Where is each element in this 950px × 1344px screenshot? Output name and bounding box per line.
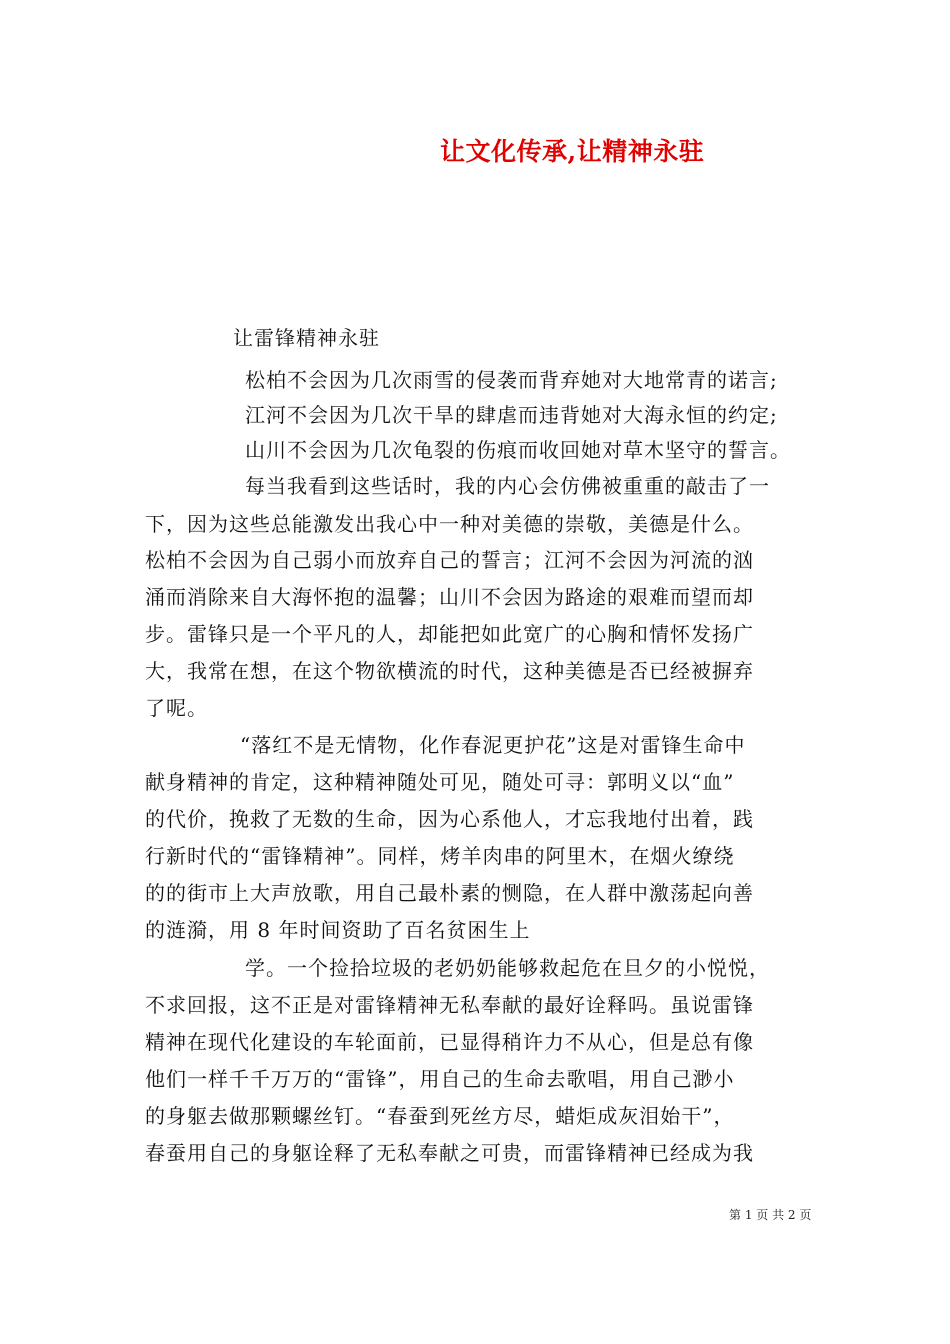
subtitle: 让雷锋精神永驻 [233,326,380,350]
text-line: 他们一样千千万万的“雷锋”，用自己的生命去歌唱，用自己渺小 [145,1067,735,1091]
text-line: 涌而消除来自大海怀抱的温馨；山川不会因为路途的艰难而望而却 [145,585,754,609]
text-line: 山川不会因为几次龟裂的伤痕而收回她对草木坚守的誓言。 [245,438,791,462]
text-line: 松柏不会因为自己弱小而放弃自己的誓言；江河不会因为河流的汹 [145,548,754,572]
text-line: 的身躯去做那颗螺丝钉。“春蚕到死丝方尽，蜡炬成灰泪始干”， [145,1104,735,1128]
text-line: 步。雷锋只是一个平凡的人，却能把如此宽广的心胸和情怀发扬广 [145,622,754,646]
text-line: 每当我看到这些话时，我的内心会仿佛被重重的敲击了一 [245,474,770,498]
text-line: 行新时代的“雷锋精神”。同样，烤羊肉串的阿里木，在烟火缭绕 [145,844,735,868]
text-line: “落红不是无情物，化作春泥更护花”这是对雷锋生命中 [240,733,746,757]
page-title: 让文化传承,让精神永驻 [440,137,705,166]
text-line: 下，因为这些总能激发出我心中一种对美德的崇敬，美德是什么。 [145,512,754,536]
text-line: 松柏不会因为几次雨雪的侵袭而背弃她对大地常青的诺言; [245,368,778,392]
text-line: 江河不会因为几次干旱的肆虐而违背她对大海永恒的约定; [245,403,778,427]
text-line: 学。一个捡拾垃圾的老奶奶能够救起危在旦夕的小悦悦， [245,956,770,980]
text-line: 的涟漪，用 8 年时间资助了百名贫困生上 [145,918,531,942]
text-line: 不求回报，这不正是对雷锋精神无私奉献的最好诠释吗。虽说雷锋 [145,993,754,1017]
text-line: 献身精神的肯定，这种精神随处可见，随处可寻：郭明义以“血” [145,770,735,794]
text-line: 了呢。 [145,696,208,720]
text-line: 的代价，挽救了无数的生命，因为心系他人，才忘我地付出着，践 [145,807,754,831]
text-line: 的的街市上大声放歌，用自己最朴素的恻隐，在人群中激荡起向善 [145,881,754,905]
text-line: 春蚕用自己的身躯诠释了无私奉献之可贵，而雷锋精神已经成为我 [145,1141,754,1165]
text-line: 精神在现代化建设的车轮面前，已显得稍许力不从心，但是总有像 [145,1030,754,1054]
page-number: 第 1 页 共 2 页 [729,1208,812,1222]
text-line: 大，我常在想，在这个物欲横流的时代，这种美德是否已经被摒弃 [145,659,754,683]
